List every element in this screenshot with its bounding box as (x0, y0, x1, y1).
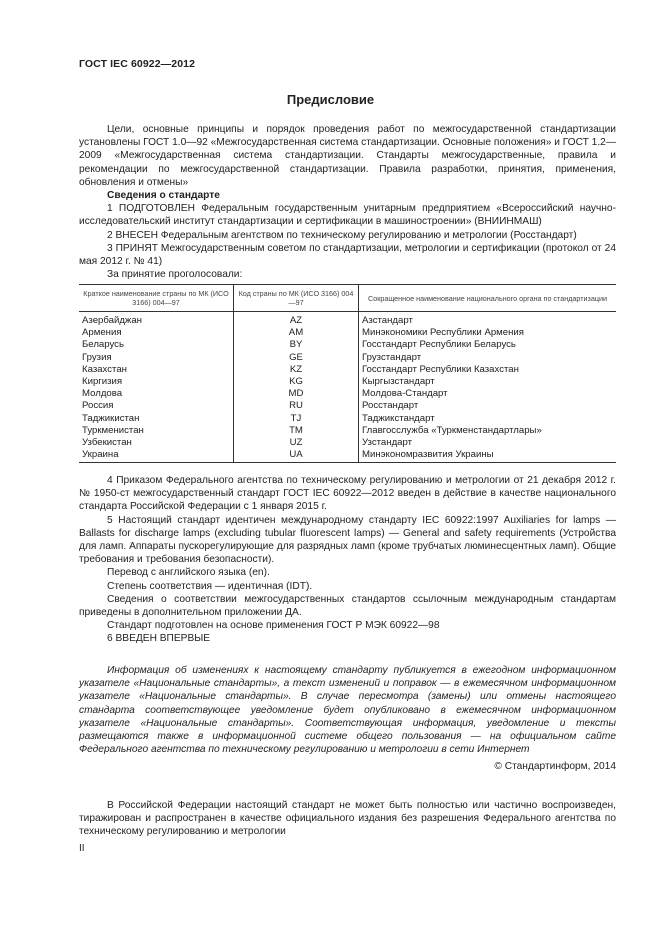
org-cell: Минэкономики Республики Армения (359, 327, 617, 339)
org-cell: Минэкономразвития Украины (359, 449, 617, 463)
degree-note: Степень соответствия — идентичная (IDT). (107, 580, 313, 592)
org-cell: Госстандарт Республики Беларусь (359, 339, 617, 351)
table-row (79, 425, 616, 437)
notice-block (79, 664, 616, 774)
foreword-top (79, 123, 616, 281)
table-row (79, 413, 616, 425)
code-cell: TM (234, 425, 359, 437)
item-4: 4 Приказом Федерального агентства по техническому регулированию и метрологии от 21 декабря 2012 г. № 1950-ст межгосударственный стандарт ГОСТ IEC 60922—2012 введен в действие в качестве национального стандарта Российской Федерации с 1 января 2015 г. (79, 475, 616, 513)
code-cell: AM (234, 327, 359, 339)
code-cell: TJ (234, 413, 359, 425)
legal-block (79, 799, 616, 839)
table-row (79, 364, 616, 376)
foreword-middle (79, 474, 616, 646)
code-cell: KG (234, 376, 359, 388)
country-cell: Туркменистан (82, 424, 144, 436)
org-cell: Госстандарт Республики Казахстан (359, 364, 617, 376)
code-cell: AZ (234, 312, 359, 328)
country-cell: Россия (82, 400, 114, 412)
table-row (79, 312, 616, 328)
org-cell: Росстандарт (359, 400, 617, 412)
item-2: 2 ВНЕСЕН Федеральным агентством по техническому регулированию и метрологии (Росстандарт) (107, 229, 577, 241)
country-cell: Казахстан (82, 363, 127, 375)
voted-label: За принятие проголосовали: (107, 269, 243, 281)
country-cell: Таджикистан (82, 412, 140, 424)
legal-notice: В Российской Федерации настоящий стандарт не может быть полностью или частично воспроизведен, тиражирован и распространен в качестве официального издания без разрешения Федерального агентства по техническому регулированию и метрологии (79, 800, 616, 838)
country-cell: Украина (79, 449, 234, 463)
table-row (79, 400, 616, 412)
copyright: © Стандартинформ, 2014 (494, 761, 616, 773)
org-cell: Таджикстандарт (359, 413, 617, 425)
item-3: 3 ПРИНЯТ Межгосударственным советом по стандартизации, метрологии и сертификации (протокол от 24 мая 2012 г. № 41) (79, 242, 616, 268)
item-1: 1 ПОДГОТОВЛЕН Федеральным государственным унитарным предприятием «Всероссийский научно-исследовательский институт стандартизации и сертификации в машиностроении» (ВНИИНМАШ) (79, 203, 616, 228)
code-cell: RU (234, 400, 359, 412)
table-row (79, 376, 616, 388)
table-row (79, 449, 616, 463)
running-header: ГОСТ IEC 60922—2012 (79, 58, 196, 70)
table-header-row (79, 285, 616, 312)
translation-note: Перевод с английского языка (en). (107, 567, 270, 579)
country-cell: Армения (82, 327, 122, 339)
page-number: II (79, 843, 85, 854)
table-row (79, 327, 616, 339)
page-title: Предисловие (286, 92, 375, 107)
changes-notice: Информация об изменениях к настоящему стандарту публикуется в ежегодном информационном указателе «Национальные стандарты», а текст изменений и поправок — в ежемесячном информационном указателе «Национальные стандарты». В случае пересмотра (замены) или отмены настоящего стандарта соответствующее уведомление будет опубликовано в ежемесячном информационном указателе «Национальные стандарты». Соответствующая информация, уведомление и тексты размещаются также в информационной системе общего пользования — на официальном сайте Федерального агентства по техническому регулированию и метрологии в сети Интернет (79, 665, 616, 756)
table-body (79, 312, 616, 463)
code-cell: BY (234, 339, 359, 351)
org-cell: Кыргызстандарт (359, 376, 617, 388)
info-heading: Сведения о стандарте (107, 190, 220, 202)
country-cell: Молдова (82, 388, 123, 400)
org-cell: Узстандарт (359, 437, 617, 449)
country-cell: Узбекистан (82, 437, 132, 449)
voting-table (79, 284, 616, 463)
table-row (79, 352, 616, 364)
intro-paragraph: Цели, основные принципы и порядок проведения работ по межгосударственной стандартизации установлены ГОСТ 1.0—92 «Межгосударственная система стандартизации. Основные положения» и ГОСТ 1.2—2009 «Межгосударственная система стандартизации. Стандарты межгосударственные, правила и рекомендации по межгосударственной стандартизации. Правила разработки, принятия, применения, обновления и отмены» (79, 124, 617, 188)
org-cell: Главгосслужба «Туркменстандартлары» (359, 425, 617, 437)
col-header-org: Сокращенное наименование национального органа по стандартизации (359, 285, 617, 312)
prepared-note: Стандарт подготовлен на основе применения ГОСТ Р МЭК 60922—98 (107, 620, 440, 632)
table-row (79, 437, 616, 449)
country-cell: Азербайджан (82, 315, 142, 326)
country-cell: Беларусь (82, 339, 124, 351)
refs-note: Сведения о соответствии межгосударственных стандартов ссылочным международным стандартам приведены в дополнительном приложении ДА. (79, 593, 616, 619)
voting-table-wrap (79, 284, 616, 463)
org-cell: Азстандарт (359, 312, 617, 328)
col-header-country: Краткое наименование страны по МК (ИСО 3166) 004—97 (79, 285, 234, 312)
org-cell: Грузстандарт (359, 352, 617, 364)
code-cell: KZ (234, 364, 359, 376)
item-6: 6 ВВЕДЕН ВПЕРВЫЕ (107, 633, 211, 645)
code-cell: GE (234, 352, 359, 364)
table-row (79, 388, 616, 400)
code-cell: MD (234, 388, 359, 400)
item-5: 5 Настоящий стандарт идентичен международному стандарту IEC 60922:1997 Auxiliaries for lamps — Ballasts for discharge lamps (excluding tubular fluorescent lamps) — General and safety requirements (Устройства для ламп. Аппараты пускорегулирующие для разрядных ламп (кроме трубчатых люминесцентных ламп). Общие требования и требования безопасности). (79, 514, 616, 566)
country-cell: Киргизия (82, 376, 123, 388)
org-cell: Молдова-Стандарт (359, 388, 617, 400)
code-cell: UA (234, 449, 359, 463)
table-row (79, 339, 616, 351)
code-cell: UZ (234, 437, 359, 449)
col-header-code: Код страны по МК (ИСО 3166) 004—97 (234, 285, 359, 312)
country-cell: Грузия (82, 351, 112, 363)
